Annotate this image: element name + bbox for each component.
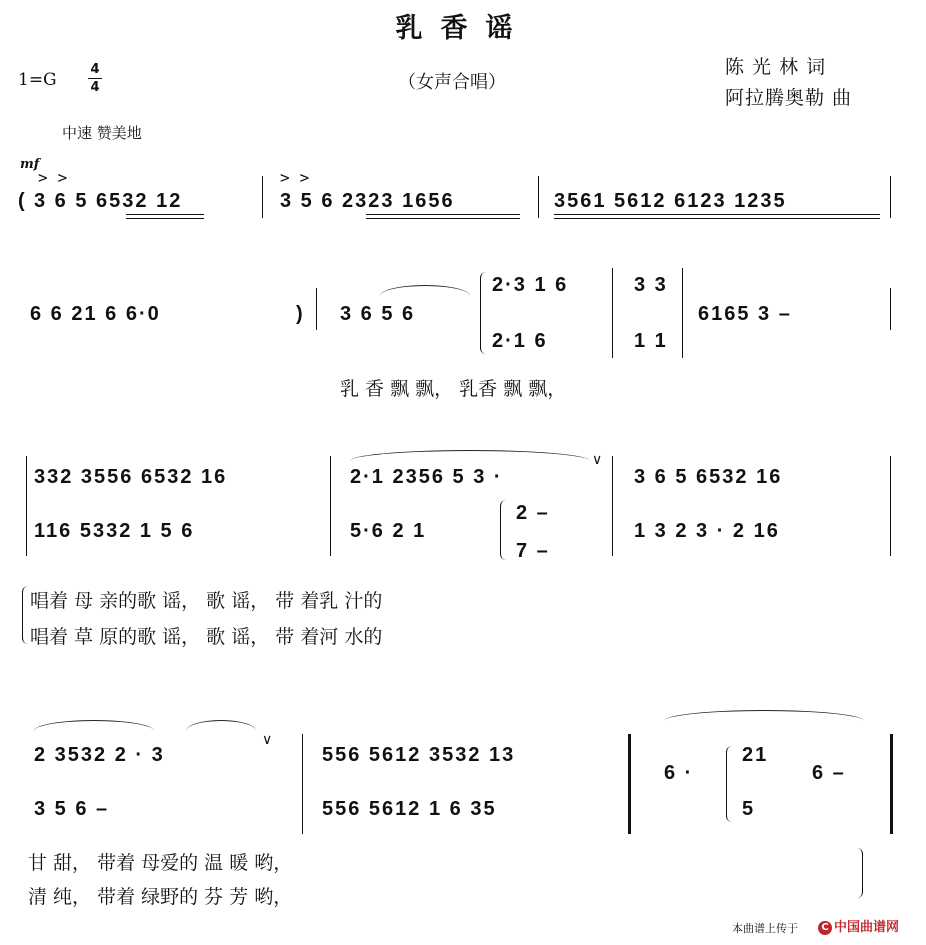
song-title: 乳香谣 <box>395 13 531 44</box>
time-sig-bottom: 4 <box>90 80 100 95</box>
time-sig-top: 4 <box>90 62 100 77</box>
s3-lower-1: 116 5332 1 5 6 <box>34 520 195 542</box>
part-brace <box>726 746 733 822</box>
beam <box>126 214 204 215</box>
lyricist: 陈 光 林 词 <box>725 56 827 78</box>
composer: 阿拉腾奥勒 曲 <box>725 87 853 109</box>
breath-mark: ∨ <box>262 732 273 748</box>
accent-marks-b: >> <box>280 168 320 187</box>
beam <box>126 218 204 219</box>
credits <box>725 52 852 114</box>
s4-lower-1: 3 5 6 – <box>34 798 110 820</box>
beam <box>554 218 880 219</box>
s4-lyrics-2: 清 纯， 带着 绿野的 芬 芳 哟， <box>28 886 293 908</box>
s1-measure-1: 3 6 5 6532 12 <box>34 190 183 212</box>
dynamic-marking: mf <box>20 157 40 172</box>
barline <box>330 456 331 556</box>
s2-upper-3: 2·3 1 6 <box>492 274 569 296</box>
slur <box>380 285 470 296</box>
barline <box>612 268 613 358</box>
s4-upper-1: 2 3532 2 · 3 <box>34 744 165 766</box>
end-barline <box>890 734 893 834</box>
s3-lower-2: 5·6 2 1 <box>350 520 427 542</box>
s2-lyrics: 乳 香 飘 飘， 乳香 飘 飘， <box>340 378 567 400</box>
beam <box>366 214 520 215</box>
s4-upper-2: 556 5612 3532 13 <box>322 744 516 766</box>
s1-measure-2: 3 5 6 2323 1656 <box>280 190 455 212</box>
lyric-brace <box>856 848 863 898</box>
s4-mid-bottom: 5 <box>742 798 756 820</box>
upload-note: 本曲谱上传于 <box>732 922 798 935</box>
subtitle: （女声合唱） <box>398 72 506 93</box>
s2-upper-4: 3 3 <box>634 274 668 296</box>
tempo-marking: 中速 赞美地 <box>62 124 142 142</box>
s2-lower-3: 2·1 6 <box>492 330 548 352</box>
s2-lower-4: 1 1 <box>634 330 668 352</box>
s4-mid-top: 21 <box>742 744 769 766</box>
double-barline <box>628 734 631 834</box>
site-logo[interactable] <box>818 916 899 935</box>
s3-upper-3: 3 6 5 6532 16 <box>634 466 783 488</box>
s2-measure-5: 6165 3 – <box>698 303 792 325</box>
s3-lyrics-2: 唱着 草 原的歌 谣， 歌 谣， 带 着河 水的 <box>30 626 383 648</box>
s3-lower-3: 1 3 2 3 · 2 16 <box>634 520 780 542</box>
slur <box>34 720 154 731</box>
beam <box>366 218 520 219</box>
close-paren: ) <box>296 303 305 325</box>
s3-alt-bottom: 7 – <box>516 540 550 562</box>
lyric-brace <box>22 586 29 644</box>
slur <box>186 720 256 731</box>
barline <box>538 176 539 218</box>
site-name: 中国曲谱网 <box>834 920 900 935</box>
beam <box>554 214 880 215</box>
slur <box>664 710 864 721</box>
barline <box>682 268 683 358</box>
key-signature: 1=G <box>18 70 57 90</box>
part-brace <box>500 500 507 560</box>
s4-upper-3: 6 · <box>664 762 694 784</box>
s2-measure-2: 3 6 5 6 <box>340 303 416 325</box>
barline <box>612 456 613 556</box>
s1-measure-3: 3561 5612 6123 1235 <box>554 190 787 212</box>
barline <box>890 176 891 218</box>
s3-alt-top: 2 – <box>516 502 550 524</box>
s3-lyrics-1: 唱着 母 亲的歌 谣， 歌 谣， 带 着乳 汁的 <box>30 590 383 612</box>
s2-measure-1: 6 6 21 6 6·0 <box>30 303 161 325</box>
barline <box>302 734 303 834</box>
s4-lower-2: 556 5612 1 6 35 <box>322 798 497 820</box>
barline <box>26 456 27 556</box>
breath-mark: ∨ <box>592 452 603 468</box>
part-brace <box>480 272 487 354</box>
slur <box>350 450 590 461</box>
s3-upper-2: 2·1 2356 5 3 · <box>350 466 503 488</box>
open-paren: ( <box>18 190 27 212</box>
s3-upper-1: 332 3556 6532 16 <box>34 466 228 488</box>
barline <box>262 176 263 218</box>
time-signature <box>88 62 102 95</box>
barline <box>890 288 891 330</box>
s4-end: 6 – <box>812 762 846 784</box>
barline <box>316 288 317 330</box>
s4-lyrics-1: 甘 甜， 带着 母爱的 温 暖 哟， <box>28 852 293 874</box>
accent-marks-a: >> <box>38 168 78 187</box>
barline <box>890 456 891 556</box>
logo-icon: C <box>818 921 832 935</box>
